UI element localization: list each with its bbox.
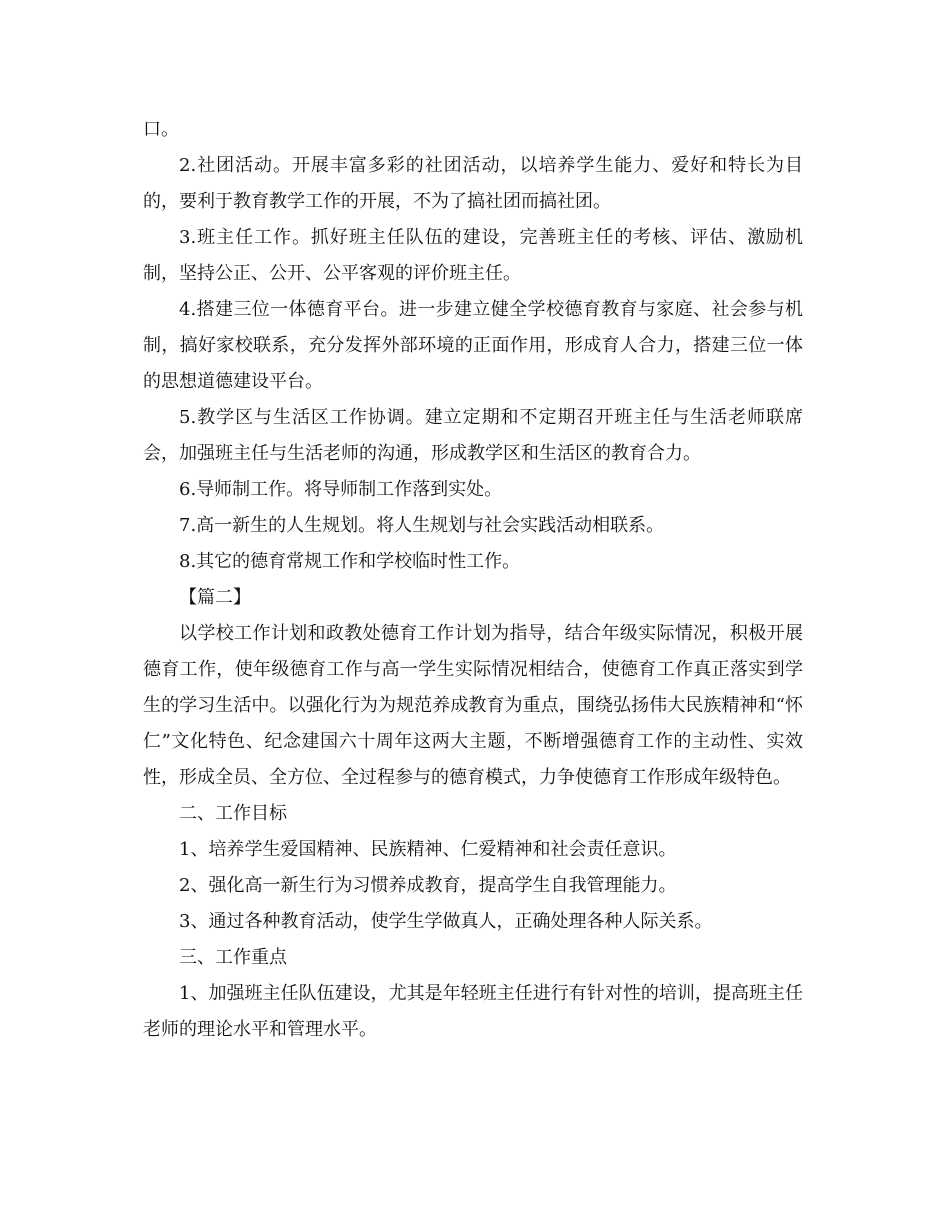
- section-heading-focus: 三、工作重点: [179, 947, 287, 968]
- goal-item-1: 1、培养学生爱国精神、民族精神、仁爱精神和社会责任意识。: [179, 839, 677, 860]
- paragraph-4: 4.搭建三位一体德育平台。进一步建立健全学校德育教育与家庭、社会参与机制，搞好家校联系，充分发挥外部环境的正面作用，形成育人合力，搭建三位一体的思想道德建设平台。: [143, 299, 803, 392]
- paragraph-3: 3.班主任工作。抓好班主任队伍的建设，完善班主任的考核、评估、激励机制，坚持公正、公开、公平客观的评价班主任。: [143, 227, 803, 284]
- section-heading-part-two: 【篇二】: [179, 587, 251, 608]
- goal-item-2: 2、强化高一新生行为习惯养成教育，提高学生自我管理能力。: [179, 875, 677, 896]
- focus-item-1: 1、加强班主任队伍建设，尤其是年轻班主任进行有针对性的培训，提高班主任老师的理论水平和管理水平。: [143, 983, 803, 1040]
- paragraph-2: 2.社团活动。开展丰富多彩的社团活动，以培养学生能力、爱好和特长为目的，要利于教育教学工作的开展，不为了搞社团而搞社团。: [143, 155, 803, 212]
- section-heading-goals: 二、工作目标: [179, 803, 287, 824]
- paragraph-6: 6.导师制工作。将导师制工作落到实处。: [179, 479, 503, 500]
- paragraph-1: 口。: [143, 119, 179, 140]
- paragraph-7: 7.高一新生的人生规划。将人生规划与社会实践活动相联系。: [179, 515, 665, 536]
- paragraph-8: 8.其它的德育常规工作和学校临时性工作。: [179, 551, 521, 572]
- goal-item-3: 3、通过各种教育活动，使学生学做真人，正确处理各种人际关系。: [179, 911, 713, 932]
- paragraph-5: 5.教学区与生活区工作协调。建立定期和不定期召开班主任与生活老师联席会，加强班主任与生活老师的沟通，形成教学区和生活区的教育合力。: [143, 407, 803, 464]
- document-body: [143, 112, 803, 1048]
- paragraph-intro: 以学校工作计划和政教处德育工作计划为指导，结合年级实际情况，积极开展德育工作，使年级德育工作与高一学生实际情况相结合，使德育工作真正落实到学生的学习生活中。以强化行为为规范养成教育为重点，围绕弘扬伟大民族精神和“怀仁”文化特色、纪念建国六十周年这两大主题，不断增强德育工作的主动性、实效性，形成全员、全方位、全过程参与的德育模式，力争使德育工作形成年级特色。: [143, 623, 803, 788]
